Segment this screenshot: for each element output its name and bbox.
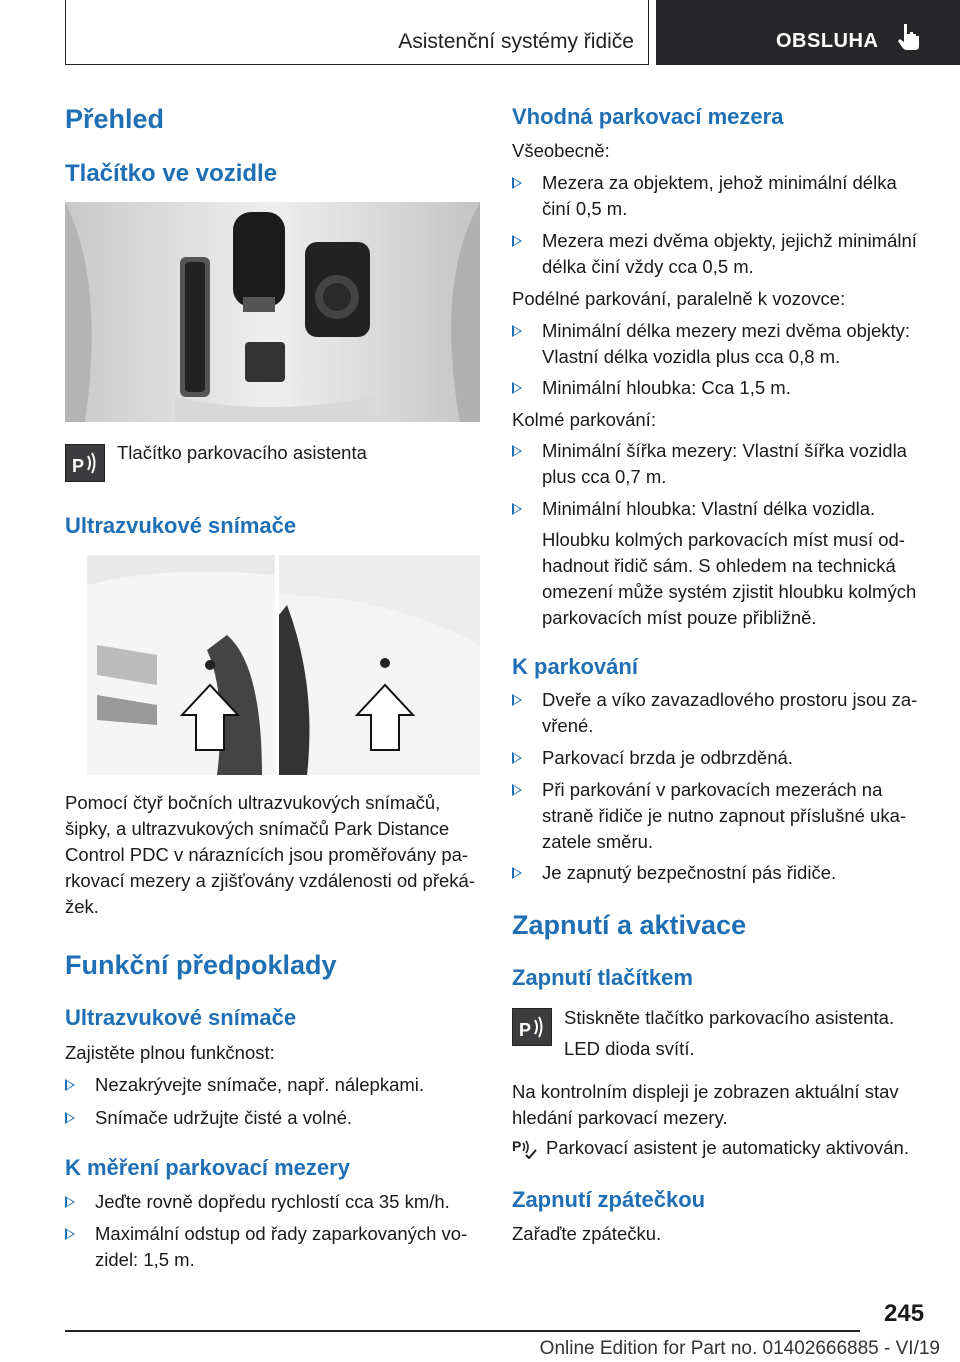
text-line: straně řidiče je nutno zapnout příslušné uka- [542,805,907,826]
text-line: Control PDC v náraznících jsou proměřovány pa- [65,844,469,865]
text-line: Mezera za objektem, jehož minimální délka [542,172,897,193]
header-section: OBSLUHA [776,30,879,52]
bullet-icon [65,1196,75,1208]
heading-prehled: Přehled [65,104,165,134]
bullet-icon [512,694,522,706]
text-line: Hloubku kolmých parkovacích míst musí od- [542,529,905,550]
svg-text:P: P [519,1020,532,1040]
bullet-text: Snímače udržujte čisté a volné. [95,1107,353,1128]
bullet-text [542,777,906,855]
list-item [65,1221,480,1273]
text-line: zidel: 1,5 m. [95,1249,195,1270]
text-line: hadnout řidič sám. S ohledem na technická [542,555,896,576]
bullet-icon [65,1079,75,1091]
text-line: Dveře a víko zavazadlového prostoru jsou za- [542,689,918,710]
bullet-text: Minimální hloubka: Vlastní délka vozidla. [542,498,876,519]
led-text: LED dioda svítí. [564,1038,695,1059]
footer-divider [65,1330,860,1332]
bullet-text: Nezakrývejte snímače, např. nálepkami. [95,1074,425,1095]
hloubka-note [542,527,937,631]
bullet-icon [512,752,522,764]
list-item [512,687,932,739]
text-line: hledání parkovací mezery. [512,1107,728,1128]
text-line: parkovacích míst pouze přibližně. [542,607,817,628]
bullet-icon [512,235,522,247]
bullet-text [542,318,910,370]
text-line: délka činí vždy cca 0,5 m. [542,256,754,277]
list-item [512,170,932,222]
bullet-icon [512,177,522,189]
park-assist-indicator-icon [512,1137,538,1159]
heading-zapnuti-aktivace: Zapnutí a aktivace [512,910,747,940]
pointing-hand-icon [896,22,922,52]
zajistete-text: Zajistěte plnou funkčnost: [65,1042,275,1063]
bullet-icon [65,1112,75,1124]
bullet-icon [512,445,522,457]
text-line: plus cca 0,7 m. [542,466,667,487]
kontrolni-paragraph [512,1079,932,1131]
stisknete-text: Stiskněte tlačítko parkovacího asistenta. [564,1007,895,1028]
sensor-photo [87,555,480,775]
bullet-text: Jeďte rovně dopředu rychlostí cca 35 km/h. [95,1191,450,1212]
zaradte-text: Zařaďte zpátečku. [512,1223,662,1244]
kolme-text: Kolmé parkování: [512,409,656,430]
aktivovan-text: Parkovací asistent je automaticky aktivován. [546,1137,909,1158]
bullet-text [542,170,897,222]
park-assist-button-icon [512,1008,552,1046]
bullet-text [542,438,907,490]
text-line: Pomocí čtyř bočních ultrazvukových snímačů, [65,792,441,813]
svg-text:P: P [72,456,85,476]
icon-caption: Tlačítko parkovacího asistenta [117,442,367,463]
text-line: šipky, a ultrazvukových snímačů Park Distance [65,818,450,839]
bullet-icon [512,382,522,394]
heading-tlacitko-ve-vozidle: Tlačítko ve vozidle [65,160,278,187]
heading-funkcni-predpoklady: Funkční předpoklady [65,950,337,980]
list-item [512,438,932,490]
list-item [512,777,932,855]
text-line: Mezera mezi dvěma objekty, jejichž minimální [542,230,917,251]
bullet-icon [512,503,522,515]
text-line: vřené. [542,715,594,736]
bullet-text: Minimální hloubka: Cca 1,5 m. [542,377,791,398]
header-section-box [656,0,960,65]
text-line: omezení může systém zjistit hloubku kolmých [542,581,917,602]
bullet-icon [512,784,522,796]
text-line: Maximální odstup od řady zaparkovaných vo- [95,1223,468,1244]
text-line: Minimální šířka mezery: Vlastní šířka vozidla [542,440,907,461]
bullet-text [542,687,917,739]
text-line: zatele směru. [542,831,654,852]
text-line: žek. [65,896,99,917]
list-item [512,228,932,280]
bullet-icon [512,867,522,879]
list-item [512,318,932,370]
sensor-paragraph [65,790,480,920]
podelne-text: Podélné parkování, paralelně k vozovce: [512,288,846,309]
heading-ultrazvukove-snimace-2: Ultrazvukové snímače [65,1005,297,1030]
text-line: Při parkování v parkovacích mezerách na [542,779,883,800]
bullet-text: Parkovací brzda je odbrzděná. [542,747,793,768]
text-line: Minimální délka mezery mezi dvěma objekty: [542,320,911,341]
header-title: Asistenční systémy řidiče [398,30,634,53]
bullet-text: Je zapnutý bezpečnostní pás řidiče. [542,862,837,883]
svg-text:P: P [512,1138,522,1154]
heading-zapnuti-tlacitkem: Zapnutí tlačítkem [512,965,693,990]
heading-k-mereni: K měření parkovací mezery [65,1155,350,1180]
bullet-icon [512,325,522,337]
footer-edition: Online Edition for Part no. 01402666885 - VI/19 [539,1338,940,1359]
heading-zapnuti-zpateckou: Zapnutí zpátečkou [512,1187,706,1212]
heading-k-parkovani: K parkování [512,654,638,679]
text-line: Vlastní délka vozidla plus cca 0,8 m. [542,346,841,367]
console-photo [65,202,480,422]
text-line: Na kontrolním displeji je zobrazen aktuální stav [512,1081,899,1102]
heading-ultrazvukove-snimace: Ultrazvukové snímače [65,513,297,538]
page-number: 245 [884,1300,925,1327]
bullet-text [542,228,917,280]
text-line: činí 0,5 m. [542,198,628,219]
heading-vhodna-mezera: Vhodná parkovací mezera [512,104,784,129]
bullet-icon [65,1228,75,1240]
header-title-box [65,0,649,65]
text-line: rkovací mezery a zjišťovány vzdálenosti od překá- [65,870,475,891]
vseobecne-text: Všeobecně: [512,140,610,161]
bullet-text [95,1221,467,1273]
park-assist-button-icon [65,444,105,482]
